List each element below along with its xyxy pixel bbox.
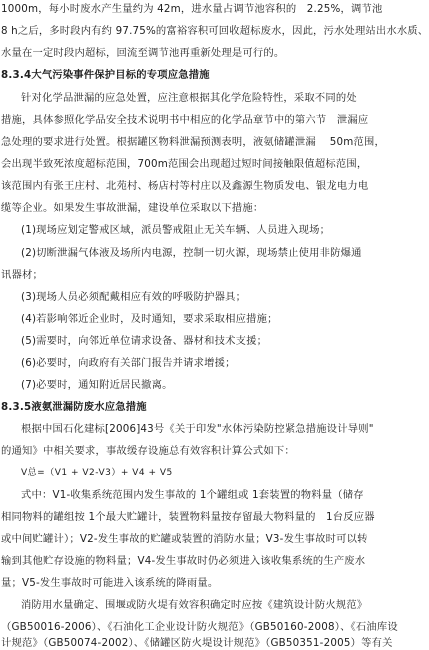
list-item: (3)现场人员必须配戴相应有效的呼吸防护器具； (21, 291, 247, 303)
text-line: （GB50016-2006）、《石油化工企业设计防火规范》（GB50160-2008）、《石油库设 (1, 621, 398, 633)
list-item: (5)需要时，向邻近单位请求设备、器材和技术支援； (21, 335, 268, 347)
text-line: 根据中国石化建标[2006]43号《关于印发"水体污染防控紧急措施设计导则" (21, 423, 374, 435)
list-item: (1)现场应划定警戒区域，派员警戒阻止无关车辆、人员进入现场； (21, 224, 331, 236)
text-line: 水量在一定时段内超标，回流至调节池再重新处理是可行的。 (1, 47, 285, 59)
text-line: 针对化学品泄漏的应急处置，应注意根据其化学危险特性，采取不同的处 (21, 92, 357, 104)
text-line: 1000m，每小时废水产生量约为 42m，进水量占调节池容积的 2.25%，调节池 (1, 3, 383, 15)
text-line: 或中间贮罐计）；V2-发生事故的贮罐或装置的消防水量；V3-发生事故时可以转 (1, 533, 368, 545)
text-line: 输到其他贮存设施的物料量；V4-发生事故时仍必须进入该收集系统的生产废水 (1, 555, 366, 567)
formula: V总=（V1 + V2-V3）+ V4 + V5 (21, 468, 173, 478)
text-line: 该范围内有张王庄村、北苑村、杨店村等村庄以及鑫源生物质发电、银龙电力电 (1, 180, 369, 192)
list-item-continuation: 讯器材； (1, 269, 43, 281)
text-line: 相同物料的罐组按 1个最大贮罐计，装置物料量按存留最大物料量的 1台反应器 (1, 511, 375, 523)
text-line: 计规范》（GB50074-2002）、《储罐区防火堤设计规范》（GB50351-2005）等有关 (1, 637, 393, 649)
list-item: (2)切断泄漏气体液及场所内电源，控制一切火源，现场禁止使用非防爆通 (21, 247, 362, 259)
text-line: 急处理的要求进行处置。根据罐区物料泄漏预测表明，液氨储罐泄漏 50m范围， (1, 136, 386, 148)
text-line: 会出现半致死浓度超标范围，700m范围会出现超过短时间接触限值超标范围， (1, 158, 368, 170)
text-line: 式中：V1-收集系统范围内发生事故的 1个罐组或 1套装置的物料量（储存 (21, 489, 364, 501)
text-line: 的通知》中相关要求，事故缓存设施总有效容积计算公式如下： (1, 445, 295, 457)
section-heading: 8.3.4大气污染事件保护目标的专项应急措施 (1, 69, 210, 81)
section-heading: 8.3.5液氨泄漏防废水应急措施 (1, 401, 147, 413)
text-line: 8 h之后，多时段内有约 97.75%的富裕容积可回收超标废水，因此，污水处理站出水水质、 (1, 25, 428, 37)
text-line: 缆等企业。如果发生事故泄漏，建设单位采取以下措施： (1, 202, 264, 214)
text-line: 措施，具体参照化学品安全技术说明书中相应的化学品章节中的第六节 泄漏应 (1, 114, 369, 126)
list-item: (7)必要时，通知附近居民撤离。 (21, 379, 173, 391)
list-item: (4)若影响邻近企业时，及时通知，要求采取相应措施； (21, 313, 278, 325)
list-item: (6)必要时，向政府有关部门报告并请求增援； (21, 357, 236, 369)
text-line: 消防用水量确定、围堰或防火堤有效容积确定时应按《建筑设计防火规范》 (21, 599, 368, 611)
text-line: 量；V5-发生事故时可能进入该系统的降雨量。 (1, 577, 219, 589)
